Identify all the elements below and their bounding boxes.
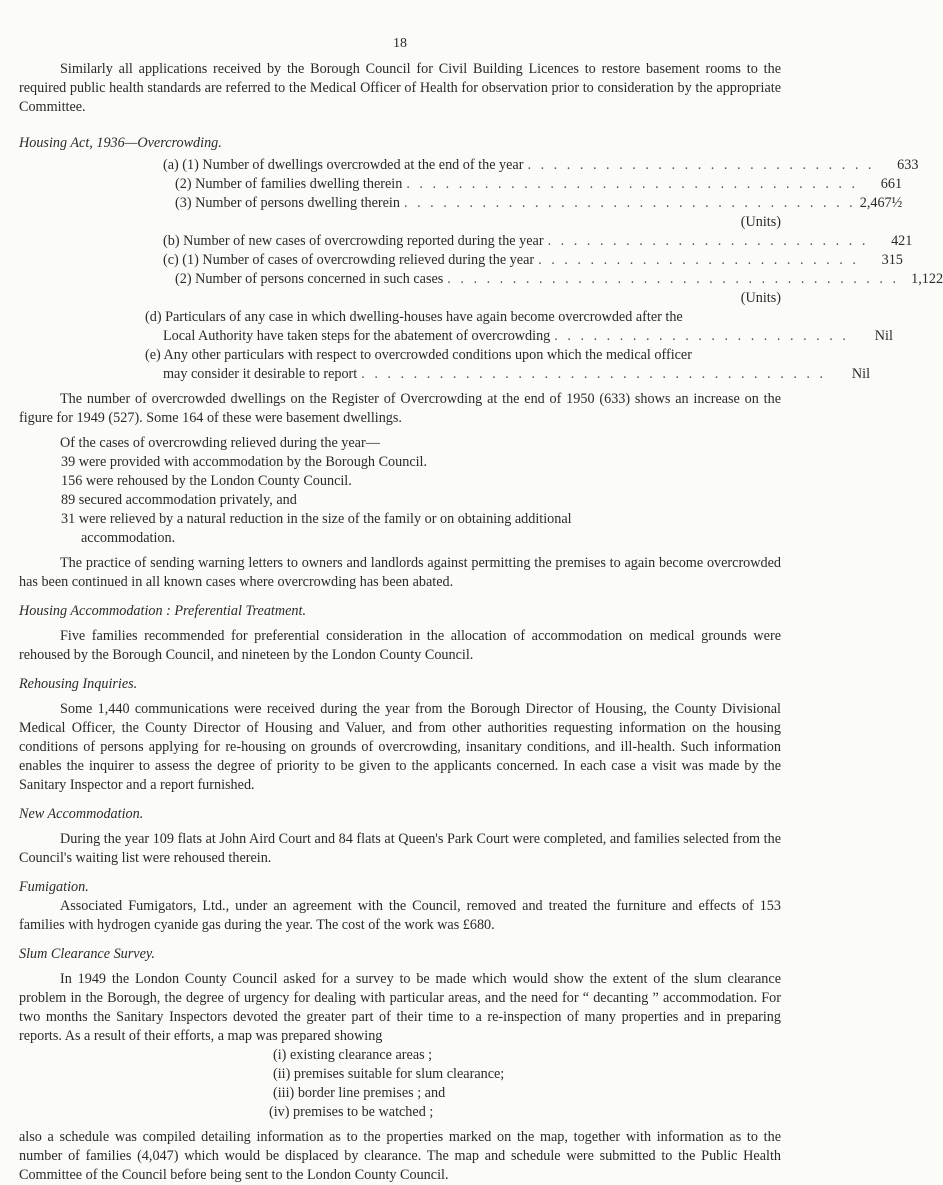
slum-clearance-paragraph: In 1949 the London County Council asked for a survey to be made which would show the extent of the slum clearance problem in the Borough, the degree of urgency for dealing with particular areas, and the need for “ decanting ” accommodation. For two months the Sanitary Inspectors devoted the greater part of their time to a re-inspection of many properties and in preparing reports. As a result of their efforts, a map was prepared showing <box>19 971 781 1044</box>
intro-paragraph: Similarly all applications received by the Borough Council for Civil Building Licences to restore basement rooms to the required public health standards are referred to the Medical Officer of Health for observation prior to consideration by the appropriate Committee. <box>19 61 781 115</box>
register-paragraph: The number of overcrowded dwellings on the Register of Overcrowding at the end of 1950 (633) shows an increase on the figure for 1949 (527). Some 164 of these were basement dwellings. <box>19 391 781 426</box>
preferential-paragraph: Five families recommended for preferential consideration in the allocation of accommodation on medical grounds were rehoused by the Borough Council, and nineteen by the London County Council. <box>19 628 781 663</box>
fumigation-heading: Fumigation. <box>19 879 89 895</box>
slum-list-item: (iv) premises to be watched ; <box>269 1104 434 1120</box>
housing-act-heading: Housing Act, 1936—Overcrowding. <box>19 135 222 151</box>
warning-paragraph: The practice of sending warning letters to owners and landlords against permitting the premises to again become overcrowded has been continued in all known cases where overcrowding has been abated. <box>19 555 781 590</box>
stat-row-c2: (2) Number of persons concerned in such cases . . . . . . . . . . . . . . . . . . . . . . . . . . . . . . . . . . . 1,122 <box>175 271 943 287</box>
units-label-c2: (Units) <box>740 290 781 306</box>
page-content <box>19 60 943 1185</box>
slum-closing-paragraph: also a schedule was compiled detailing information as to the properties marked on the map, together with information as to the number of families (4,047) which would be displaced by clearance. The map and schedule were submitted to the Public Health Committee of the Council before being sent to the London County Council. <box>19 1129 781 1183</box>
stat-row-a3: (3) Number of persons dwelling therein . . . . . . . . . . . . . . . . . . . . . . . . . . . . . . . . . . . 2,467½ <box>175 195 903 211</box>
page-number: 18 <box>393 36 407 51</box>
relieved-intro: Of the cases of overcrowding relieved during the year— <box>60 435 380 451</box>
rehousing-paragraph: Some 1,440 communications were received during the year from the Borough Director of Housing, the County Divisional Medical Officer, the County Director of Housing and Valuer, and from other authorities requesting information on the housing conditions of persons applying for re-housing on grounds of overcrowding, insanitary conditions, and ill-health. Such information enables the inquirer to assess the degree of priority to be given to the applicants concerned. In each case a visit was made by the Sanitary Inspector and a report furnished. <box>19 701 781 793</box>
stat-row-e: may consider it desirable to report . . . . . . . . . . . . . . . . . . . . . . . . . . . . . . . . . . . . Nil <box>163 366 871 382</box>
rehousing-heading: Rehousing Inquiries. <box>19 676 138 692</box>
slum-list-item: (i) existing clearance areas ; <box>273 1047 433 1063</box>
new-accommodation-paragraph: During the year 109 flats at John Aird Court and 84 flats at Queen's Park Court were completed, and families selected from the Council's waiting list were rehoused therein. <box>19 831 781 866</box>
relieved-item: 31 were relieved by a natural reduction in the size of the family or on obtaining additional <box>61 511 572 527</box>
overcrowding-stats <box>19 156 943 384</box>
relieved-item-continuation: accommodation. <box>81 530 176 546</box>
relieved-item: 156 were rehoused by the London County Council. <box>61 473 352 489</box>
stat-row-a1: (a) (1) Number of dwellings overcrowded at the end of the year . . . . . . . . . . . . . . . . . . . . . . . . . . . 633 <box>163 157 919 173</box>
stat-row-b: (b) Number of new cases of overcrowding reported during the year . . . . . . . . . . . . . . . . . . . . . . . . . 421 <box>163 233 913 249</box>
stat-e-line1: (e) Any other particulars with respect to overcrowded conditions upon which the medical officer <box>145 347 692 363</box>
stat-d-line1: (d) Particulars of any case in which dwelling-houses have again become overcrowded after the <box>145 309 683 325</box>
slum-list-item: (iii) border line premises ; and <box>273 1085 446 1101</box>
slum-list-item: (ii) premises suitable for slum clearance; <box>273 1066 505 1082</box>
relieved-item: 39 were provided with accommodation by the Borough Council. <box>61 454 428 470</box>
new-accommodation-heading: New Accommodation. <box>19 806 144 822</box>
stat-row-a2: (2) Number of families dwelling therein . . . . . . . . . . . . . . . . . . . . . . . . . . . . . . . . . . . 661 <box>175 176 903 192</box>
relieved-item: 89 secured accommodation privately, and <box>61 492 297 508</box>
stat-row-d: Local Authority have taken steps for the abatement of overcrowding . . . . . . . . . . . . . . . . . . . . . . . Nil <box>163 328 893 344</box>
units-label-a3: (Units) <box>740 214 781 230</box>
stat-row-c1: (c) (1) Number of cases of overcrowding relieved during the year . . . . . . . . . . . . . . . . . . . . . . . . . 315 <box>163 252 903 268</box>
slum-clearance-heading: Slum Clearance Survey. <box>19 946 155 962</box>
preferential-heading: Housing Accommodation : Preferential Treatment. <box>19 603 306 619</box>
fumigation-paragraph: Associated Fumigators, Ltd., under an agreement with the Council, removed and treated the furniture and effects of 153 families with hydrogen cyanide gas during the year. The cost of the work was £680. <box>19 898 781 933</box>
